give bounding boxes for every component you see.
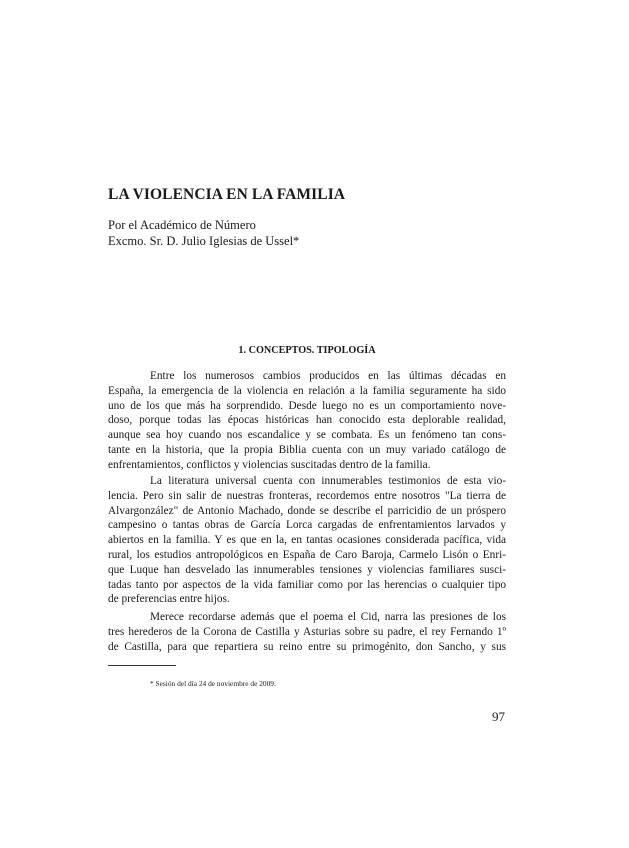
text-line: España, la emergencia de la violencia en relación a la familia seguramente ha sido	[108, 384, 506, 397]
paragraph	[108, 610, 506, 654]
text-line: tadas tanto por aspectos de la vida familiar como por las herencias o cualquier tipo	[108, 578, 506, 591]
author-byline	[108, 217, 299, 249]
text-line: aunque sea hoy cuando nos escandalice y se combata. Es un fenómeno tan cons-	[108, 429, 506, 442]
text-line: de preferencias entre hijos.	[108, 593, 230, 606]
footnote-divider	[108, 665, 176, 666]
text-line: enfrentamientos, conflictos y violencias suscitadas dentro de la familia.	[108, 458, 431, 471]
text-line: rural, los estudios antropológicos en España de Caro Baroja, Carmelo Lisón o Enri-	[108, 548, 506, 561]
text-line: doso, porque todas las épocas históricas han conocido esta deplorable realidad,	[108, 414, 506, 427]
text-line: abiertos en la familia. Y es que en la, en tantas ocasiones considerada pacífica, vida	[108, 534, 506, 547]
page-title: LA VIOLENCIA EN LA FAMILIA	[108, 186, 346, 203]
text-line: campesino o tantas obras de García Lorca cargadas de enfrentamientos larvados y	[108, 519, 506, 532]
text-line: La literatura universal cuenta con innumerables testimonios de esta vio-	[150, 475, 506, 487]
byline-line: Excmo. Sr. D. Julio Iglesias de Ussel*	[108, 234, 300, 248]
text-line: lencia. Pero sin salir de nuestras fronteras, recordemos entre nosotros "La tierra de	[108, 489, 506, 502]
paragraph	[108, 369, 506, 473]
text-line: Entre los numerosos cambios producidos en las últimas décadas en	[150, 370, 506, 382]
text-line: Merece recordarse además que el poema el Cid, narra las presiones de los	[150, 611, 506, 623]
page-number: 97	[492, 709, 505, 724]
text-line: tres herederos de la Corona de Castilla y Asturias sobre su padre, el rey Fernando 1º	[108, 625, 506, 638]
text-line: uno de los que más ha sorprendido. Desde luego no es un comportamiento nove-	[108, 399, 506, 412]
footnote: * Sesión del día 24 de noviembre de 2009.	[150, 679, 276, 688]
byline-line: Por el Académico de Número	[108, 218, 256, 232]
text-line: que Luque han desvelado las innumerables tensiones y violencias familiares susci-	[108, 563, 506, 576]
paragraph	[108, 474, 506, 607]
text-line: tante en la historia, que la propia Biblia cuenta con un muy variado catálogo de	[108, 443, 506, 456]
text-line: Alvargonzález" de Antonio Machado, donde se describe el parricidio de un próspero	[108, 504, 506, 517]
section-heading: 1. CONCEPTOS. TIPOLOGÍA	[238, 345, 376, 356]
text-line: de Castilla, para que repartiera su reino entre su primogénito, don Sancho, y sus	[108, 640, 506, 653]
